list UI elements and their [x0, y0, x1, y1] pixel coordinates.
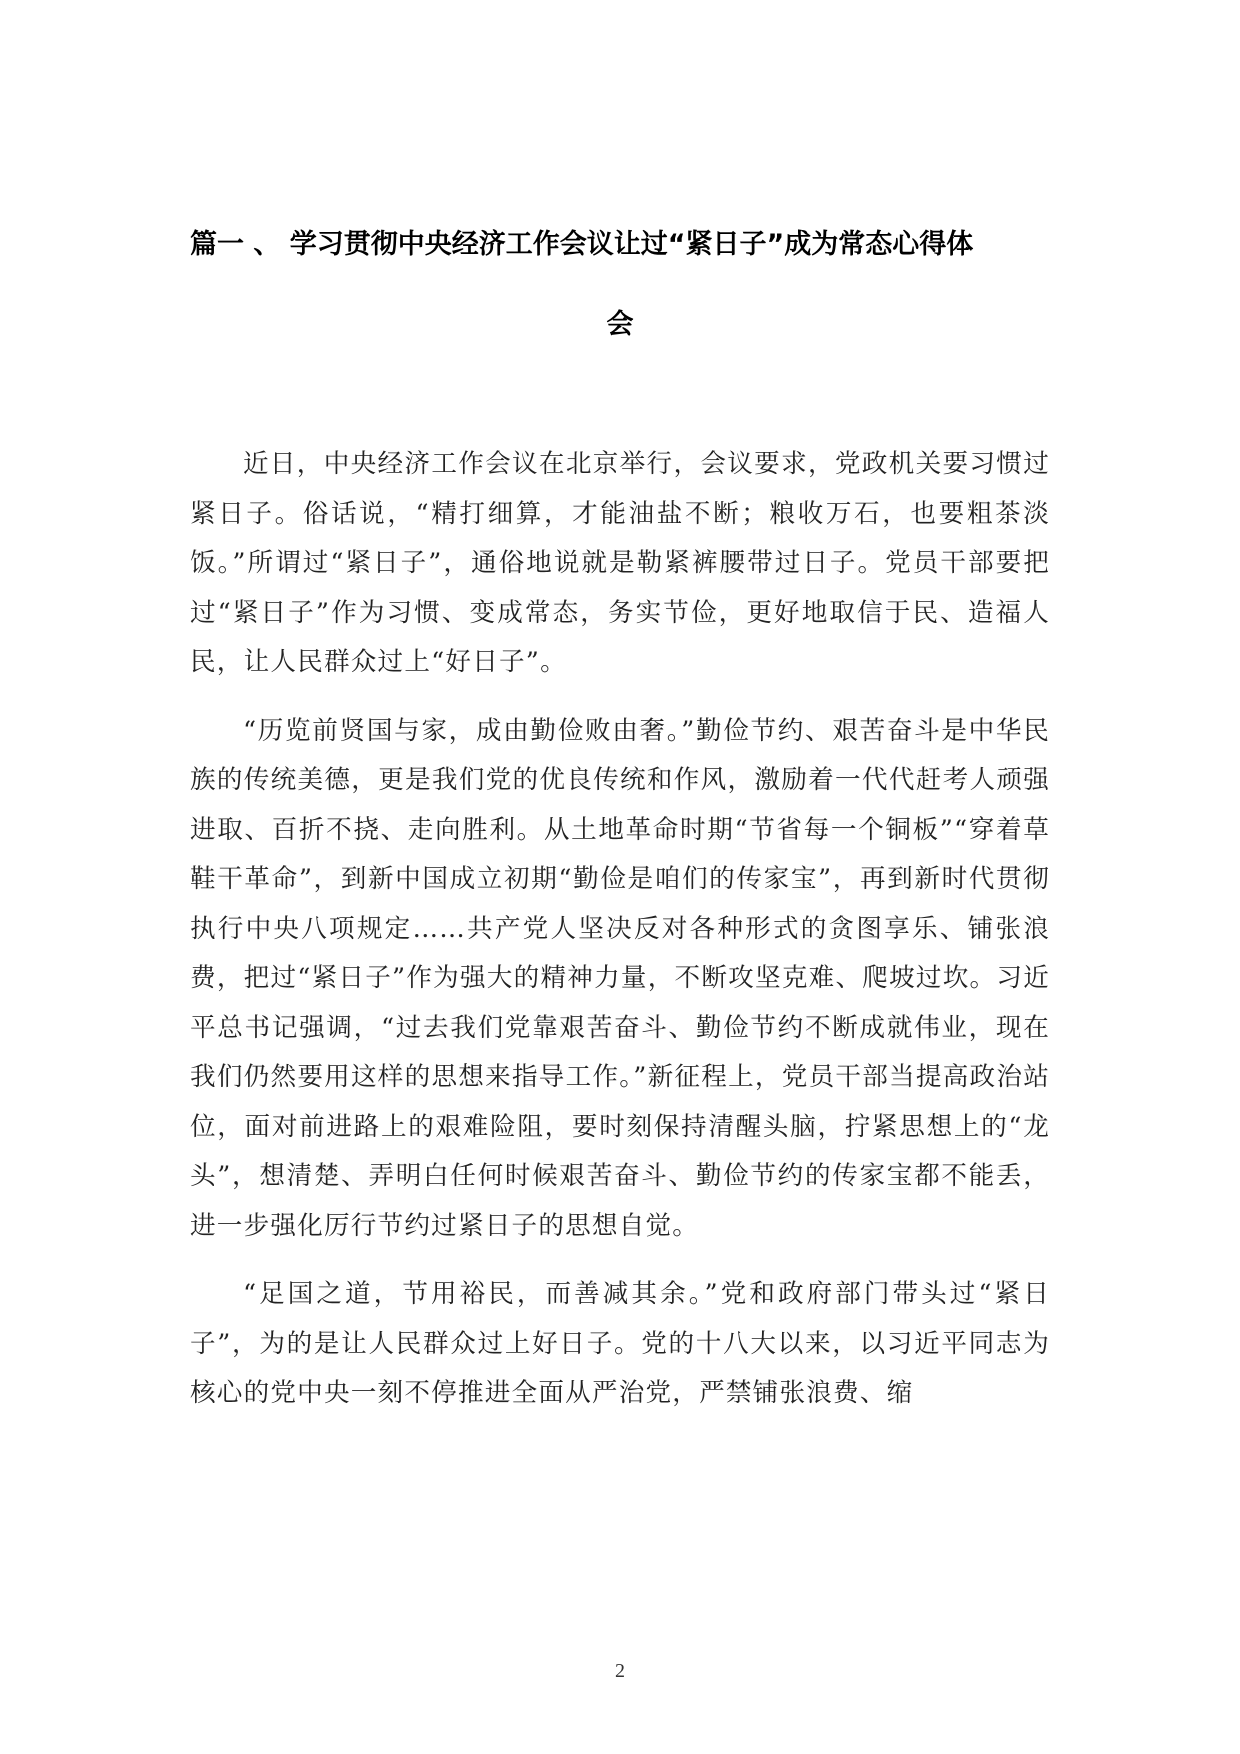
body-paragraph-1: 近日，中央经济工作会议在北京举行，会议要求，党政机关要习惯过紧日子。俗话说，“精打细算，才能油盐不断；粮收万石，也要粗茶淡饭。”所谓过“紧日子”，通俗地说就是勒紧裤腰带过日子。党员干部要把过“紧日子”作为习惯、变成常态，务实节俭，更好地取信于民、造福人民，让人民群众过上“好日子”。: [190, 449, 1050, 677]
page-number: 2: [615, 1660, 625, 1682]
document-title-continuation: 会: [606, 309, 634, 340]
body-paragraph-3: “足国之道，节用裕民，而善减其余。”党和政府部门带头过“紧日子”，为的是让人民群众过上好日子。党的十八大以来，以习近平同志为核心的党中央一刻不停推进全面从严治党，严禁铺张浪费、缩: [190, 1279, 1050, 1408]
document-title: 篇一 、 学习贯彻中央经济工作会议让过“紧日子”成为常态心得体: [190, 229, 974, 260]
document-body: [190, 440, 1050, 1438]
body-paragraph-2: “历览前贤国与家，成由勤俭败由奢。”勤俭节约、艰苦奋斗是中华民族的传统美德，更是我们党的优良传统和作风，激励着一代代赶考人顽强进取、百折不挠、走向胜利。从土地革命时期“节省每一个铜板”“穿着草鞋干革命”，到新中国成立初期“勤俭是咱们的传家宝”，再到新时代贯彻执行中央八项规定……共产党人坚决反对各种形式的贪图享乐、铺张浪费，把过“紧日子”作为强大的精神力量，不断攻坚克难、爬坡过坎。习近平总书记强调，“过去我们党靠艰苦奋斗、勤俭节约不断成就伟业，现在我们仍然要用这样的思想来指导工作。”新征程上，党员干部当提高政治站位，面对前进路上的艰难险阻，要时刻保持清醒头脑，拧紧思想上的“龙头”，想清楚、弄明白任何时候艰苦奋斗、勤俭节约的传家宝都不能丢，进一步强化厉行节约过紧日子的思想自觉。: [190, 715, 1050, 1241]
